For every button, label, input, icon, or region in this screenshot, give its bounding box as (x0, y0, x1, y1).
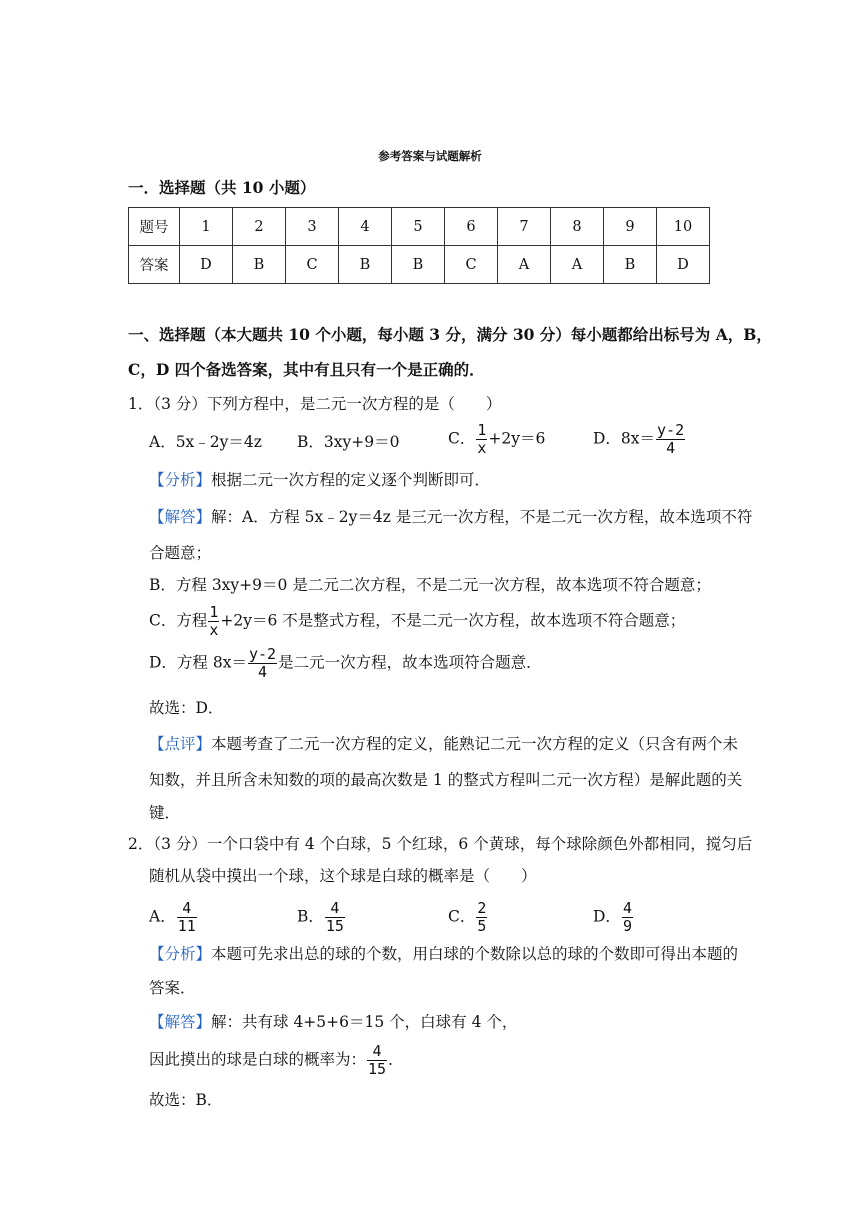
option-label: A． (149, 907, 176, 926)
table-cell: C (445, 246, 498, 284)
option-label: C． (448, 429, 476, 448)
numerator: 1 (209, 603, 219, 621)
option-label: D．8x＝ (593, 429, 656, 448)
table-cell: 4 (339, 208, 392, 246)
table-cell: D (180, 246, 233, 284)
solution-tag: 【解答】 (149, 508, 212, 526)
q2-analysis-line-1 (149, 944, 738, 964)
denominator: 4 (258, 663, 268, 681)
table-cell: B (392, 246, 445, 284)
analysis-tag: 【分析】 (149, 945, 212, 963)
analysis-text: 根据二元一次方程的定义逐个判断即可． (211, 471, 491, 489)
fraction (325, 900, 345, 935)
option-label: B． (297, 907, 324, 926)
numerator: 1 (477, 421, 487, 439)
table-cell: 9 (604, 208, 657, 246)
analysis-text: 本题可先求出总的球的个数，用白球的个数除以总的球的个数即可得出本题的 (211, 945, 739, 963)
instructions-line-1: 一、选择题（本大题共 10 个小题，每小题 3 分，满分 30 分）每小题都给出标号为 A，B， (128, 325, 772, 344)
table-cell: C (286, 246, 339, 284)
fraction (248, 646, 277, 681)
fraction (656, 422, 685, 457)
q1-option-d (593, 422, 686, 457)
table-cell: 8 (551, 208, 604, 246)
q1-solution-line-2: 合题意； (149, 544, 212, 562)
numerator: 4 (325, 900, 345, 918)
numerator: y-2 (657, 421, 685, 439)
q2-solution-line-2 (149, 1043, 404, 1078)
q2-option-c (448, 900, 488, 935)
comment-tag: 【点评】 (149, 735, 212, 753)
answer-table-answer-row (129, 246, 710, 284)
q1-option-a: A．5x﹣2y＝4z (149, 433, 262, 451)
solution-text: 解：共有球 4+5+6＝15 个，白球有 4 个， (211, 1013, 518, 1031)
denominator: x (209, 621, 219, 639)
q1-comment-line-3: 键． (149, 804, 181, 822)
q2-solution-line-1 (149, 1012, 517, 1032)
solution-text: ． (388, 1050, 404, 1069)
section-heading: 一．选择题（共 10 小题） (128, 178, 316, 197)
fraction (476, 900, 487, 935)
table-cell: 5 (392, 208, 445, 246)
solution-text: 解：A．方程 5x﹣2y＝4z 是三元一次方程，不是二元一次方程，故本选项不符 (211, 508, 753, 526)
q1-solution-b: B．方程 3xy+9＝0 是二元二次方程，不是二元一次方程，故本选项不符合题意； (149, 576, 711, 594)
answer-table (128, 207, 710, 284)
option-label: C． (448, 907, 476, 926)
fraction (622, 900, 633, 935)
fraction (177, 900, 197, 935)
q2-analysis-line-2: 答案． (149, 979, 196, 997)
table-cell: A (498, 246, 551, 284)
table-cell: 6 (445, 208, 498, 246)
table-cell: B (339, 246, 392, 284)
q1-option-b: B．3xy+9＝0 (297, 433, 400, 451)
solution-text: +2y＝6 不是整式方程，不是二元一次方程，故本选项不符合题意； (220, 611, 686, 630)
table-cell: 3 (286, 208, 339, 246)
denominator: 4 (666, 439, 676, 457)
denominator: 11 (177, 917, 196, 935)
numerator: 4 (177, 900, 197, 918)
q1-solution-d (149, 646, 542, 681)
denominator: 15 (325, 917, 344, 935)
denominator: 9 (622, 917, 632, 935)
table-cell: 10 (657, 208, 710, 246)
solution-tag: 【解答】 (149, 1013, 212, 1031)
fraction (367, 1043, 387, 1078)
denominator: 5 (477, 917, 487, 935)
page-title: 参考答案与试题解析 (378, 149, 482, 163)
table-cell: 2 (233, 208, 286, 246)
q2-stem-line-2: 随机从袋中摸出一个球，这个球是白球的概率是（ ） (149, 867, 537, 885)
instructions-line-2: C，D 四个备选答案，其中有且只有一个是正确的． (128, 360, 485, 379)
q1-comment-line-1 (149, 734, 738, 754)
q1-comment-line-2: 知数，并且所含未知数的项的最高次数是 1 的整式方程叫二元一次方程）是解此题的关 (149, 771, 743, 789)
denominator: x (477, 439, 487, 457)
q2-option-a (149, 900, 198, 935)
numerator: 4 (367, 1043, 387, 1061)
numerator: 4 (622, 899, 632, 917)
q1-choice: 故选：D． (149, 699, 224, 717)
option-rest: +2y＝6 (488, 429, 546, 448)
numerator: y-2 (248, 645, 277, 663)
solution-text: 因此摸出的球是白球的概率为： (149, 1050, 367, 1069)
q2-choice: 故选：B． (149, 1091, 223, 1109)
table-cell: A (551, 246, 604, 284)
table-cell: 题号 (129, 208, 180, 246)
q1-solution-line-1 (149, 507, 752, 527)
numerator: 2 (477, 899, 487, 917)
denominator: 15 (368, 1060, 387, 1078)
solution-text: D．方程 8x＝ (149, 653, 247, 672)
q1-option-c (448, 422, 545, 457)
solution-text: 是二元一次方程，故本选项符合题意． (278, 653, 542, 672)
analysis-tag: 【分析】 (149, 471, 212, 489)
table-cell: 7 (498, 208, 551, 246)
fraction (476, 422, 487, 457)
q1-stem: 1．（3 分）下列方程中，是二元一次方程的是（ ） (128, 395, 502, 413)
q1-analysis (149, 470, 490, 490)
table-cell: D (657, 246, 710, 284)
solution-text: C．方程 (149, 611, 208, 630)
table-cell: B (233, 246, 286, 284)
table-cell: 答案 (129, 246, 180, 284)
fraction (208, 604, 219, 639)
table-cell: B (604, 246, 657, 284)
q2-option-d (593, 900, 634, 935)
q1-solution-c (149, 604, 685, 639)
option-label: D． (593, 907, 621, 926)
comment-text: 本题考查了二元一次方程的定义，能熟记二元一次方程的定义（只含有两个未 (211, 735, 739, 753)
answer-table-header-row (129, 208, 710, 246)
q2-stem-line-1: 2．（3 分）一个口袋中有 4 个白球，5 个红球，6 个黄球，每个球除颜色外都相同，搅匀后 (128, 835, 753, 853)
table-cell: 1 (180, 208, 233, 246)
q2-option-b (297, 900, 346, 935)
